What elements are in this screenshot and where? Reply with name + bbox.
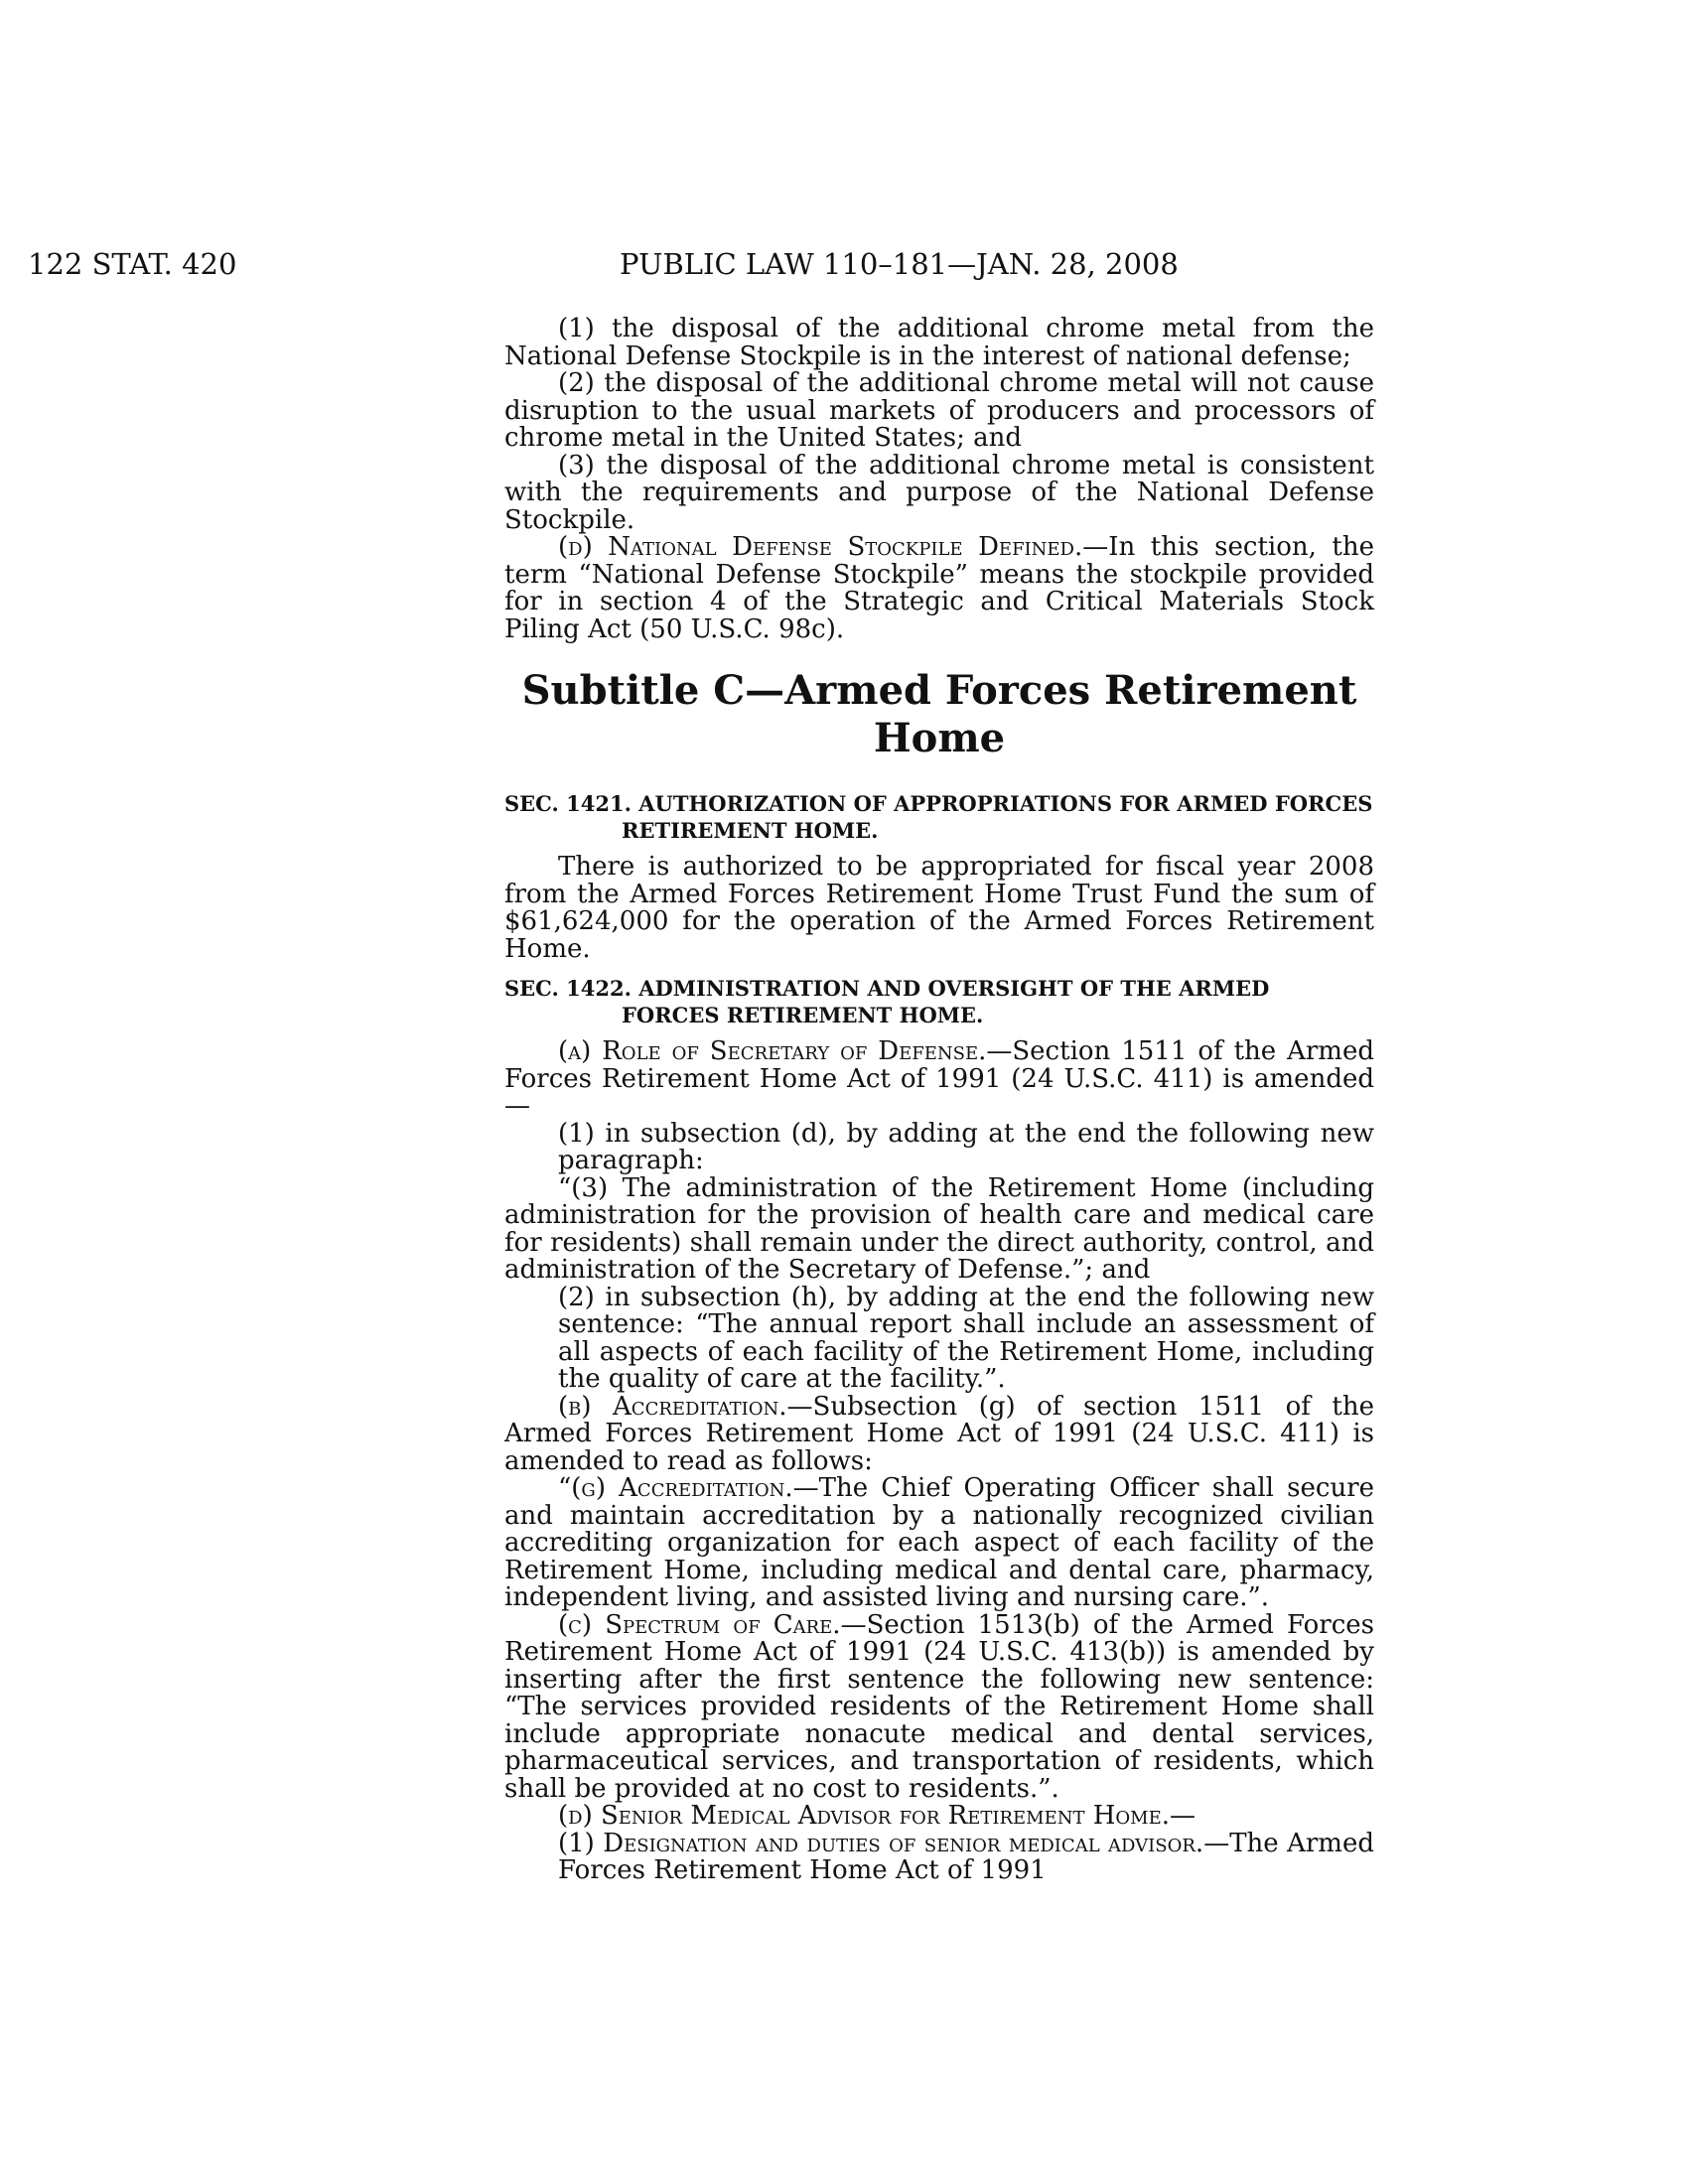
paragraph-heading: (b) Accreditation. [558,1391,787,1422]
paragraph-a2: (2) in subsection (h), by adding at the end the following new sentence: “The annual report shall include an assessment of all aspects of each facility of the Retirement Home, including the quality of care at the facility.”. [558,1282,1374,1394]
paragraph-text: —Section 1511 of the Armed Forces Retirement Home Act of 1991 (24 U.S.C. 411) is amended— [504,1036,1374,1121]
section-1421-heading: SEC. 1421. AUTHORIZATION OF APPROPRIATIONS FOR ARMED FORCES RETIREMENT HOME. [504,791,1373,843]
paragraph-heading: (d) National Defense Stockpile Defined. [558,532,1083,562]
paragraph-text: —The Chief Operating Officer shall secure and maintain accreditation by a nationally recognized civilian accrediting organization for each aspect of each facility of the Retirement Home, including medical and dental care, pharmacy, independent living, and assisted living and nursing care.”. [504,1473,1375,1612]
paragraph-text: —Subsection (g) of section 1511 of the Armed Forces Retirement Home Act of 1991 (24 U.S.C. 411) is amended to read as follows: [504,1391,1374,1476]
paragraph-a [504,1038,1374,1121]
paragraph-heading: (d) Senior Medical Advisor for Retirement Home. [558,1801,1171,1831]
paragraph-c1: (1) the disposal of the additional chrome metal from the National Defense Stockpile is in the interest of national defense; [504,314,1374,371]
paragraph-d1 [504,1828,1374,1885]
paragraph-c3: (3) the disposal of the additional chrome metal is consistent with the requirements and purpose of the National Defense Stockpile. [504,450,1374,535]
paragraph-b [504,1391,1374,1476]
paragraph-b-quote [504,1475,1374,1612]
section-1421-text: There is authorized to be appropriated for fiscal year 2008 from the Armed Forces Retirement Home Trust Fund the sum of $61,624,000 for the operation of the Armed Forces Retirement Home. [504,852,1374,964]
paragraph-d-senior-advisor [504,1803,1374,1831]
statute-page-number: 122 STAT. 420 [28,247,237,281]
paragraph-text: —In this section, the term “National Defense Stockpile” means the stockpile provided for in section 4 of the Strategic and Critical Materials Stock Piling Act (50 U.S.C. 98c). [504,532,1374,644]
paragraph-c-spectrum [504,1609,1374,1804]
section-1422-heading: SEC. 1422. ADMINISTRATION AND OVERSIGHT OF THE ARMED FORCES RETIREMENT HOME. [504,976,1270,1027]
paragraph-a1: (1) in subsection (d), by adding at the end the following new paragraph: [558,1118,1374,1175]
paragraph-heading: (a) Role of Secretary of Defense. [558,1036,987,1066]
paragraph-heading: “(g) Accreditation. [558,1473,793,1503]
subtitle-heading: Subtitle C—Armed Forces Retirement Home [521,667,1357,761]
paragraph-c2: (2) the disposal of the additional chrome metal will not cause disruption to the usual markets of producers and processors of chrome metal in the United States; and [504,368,1374,453]
paragraph-d-definition [504,534,1374,643]
paragraph-heading: (1) Designation and duties of senior medical advisor. [558,1828,1204,1858]
paragraph-a1-quote: “(3) The administration of the Retirement Home (including administration for the provision of health care and medical care for residents) shall remain under the direct authority, control, and administration of the Secretary of Defense.”; and [504,1172,1374,1285]
paragraph-heading: (c) Spectrum of Care. [558,1609,841,1640]
public-law-title: PUBLIC LAW 110–181—JAN. 28, 2008 [620,247,1179,281]
paragraph-text: —Section 1513(b) of the Armed Forces Retirement Home Act of 1991 (24 U.S.C. 413(b)) is amended by inserting after the first sentence the following new sentence: “The services provided residents of the Retirement Home shall include appropriate nonacute medical and dental services, pharmaceutical services, and transportation of residents, which shall be provided at no cost to residents.”. [504,1609,1374,1804]
paragraph-text: — [1170,1801,1196,1831]
paragraph-text: —The Armed Forces Retirement Home Act of 1991 [558,1828,1374,1885]
document-body [504,316,1374,1885]
